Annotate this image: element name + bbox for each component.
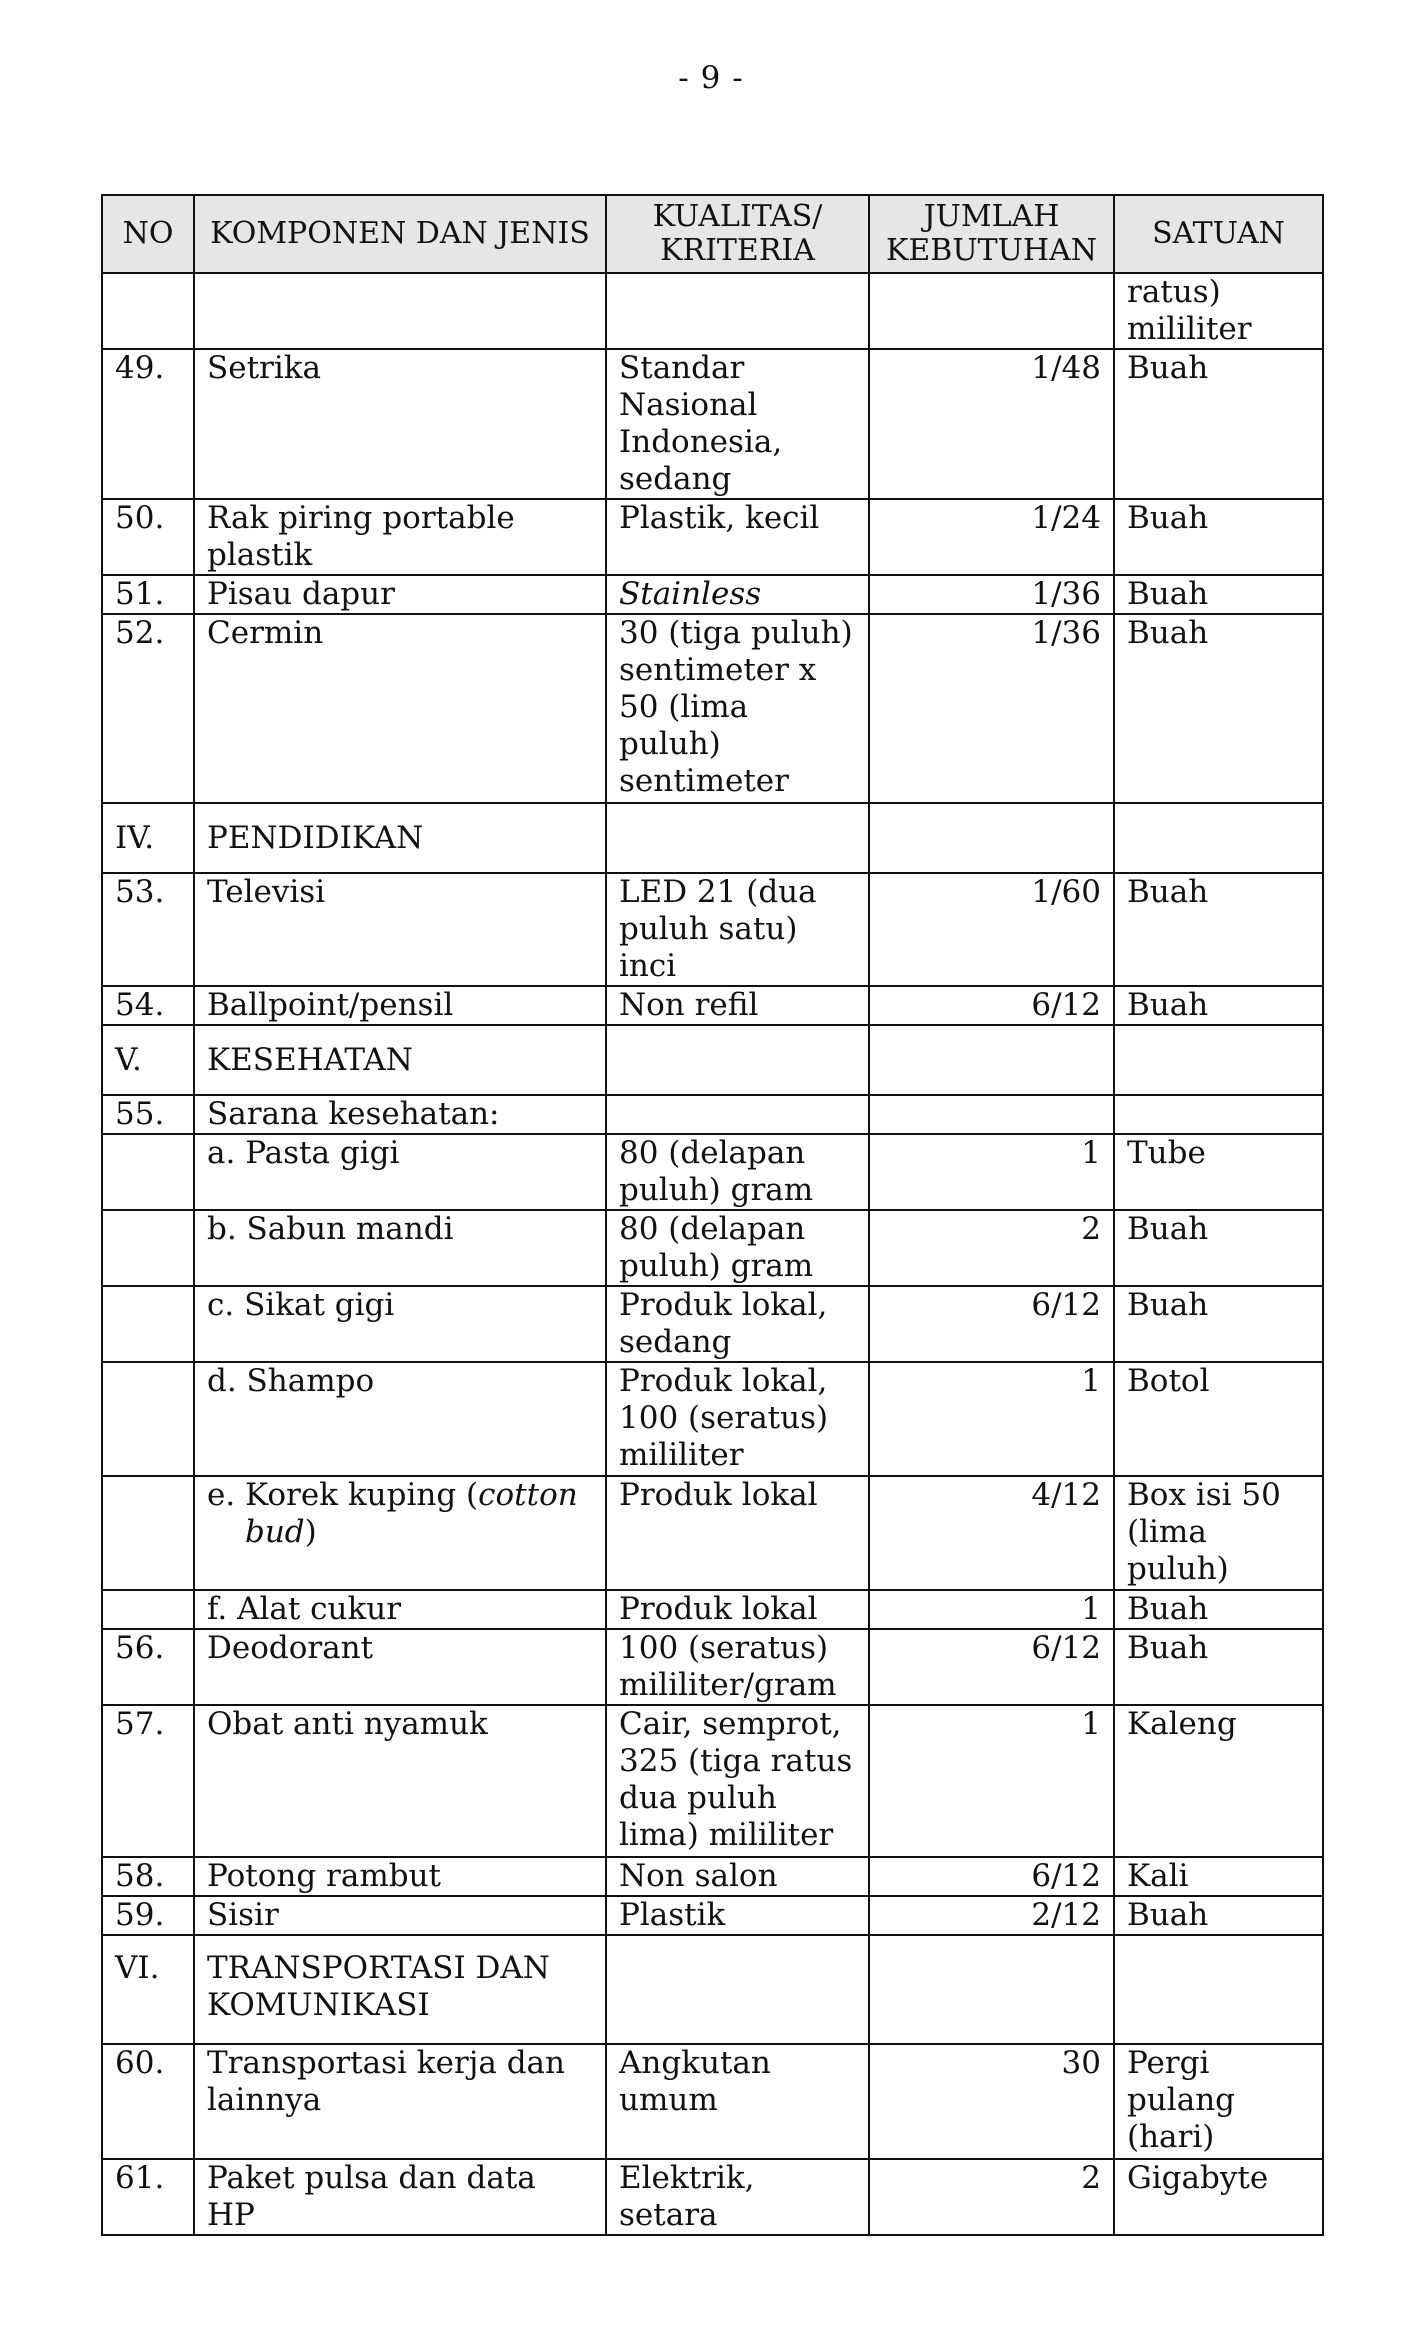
cell-jumlah (869, 1025, 1114, 1095)
cell-jumlah: 6/12 (869, 986, 1114, 1025)
cell-no: 58. (102, 1857, 194, 1896)
cell-jumlah: 6/12 (869, 1286, 1114, 1362)
cell-satuan: Buah (1114, 1629, 1323, 1705)
cell-no: 49. (102, 349, 194, 499)
cell-komponen: Rak piring portable plastik (194, 499, 606, 575)
table-header (102, 195, 1323, 273)
cell-satuan: Buah (1114, 1590, 1323, 1629)
table-row (102, 1134, 1323, 1210)
cell-kualitas: 100 (seratus) mililiter/gram (606, 1629, 869, 1705)
table-row (102, 873, 1323, 986)
table-row (102, 1629, 1323, 1705)
cell-satuan: Pergi pulang (hari) (1114, 2044, 1323, 2159)
cell-no: IV. (102, 803, 194, 873)
cell-kualitas: Elektrik, setara (606, 2159, 869, 2235)
cell-jumlah: 30 (869, 2044, 1114, 2159)
cell-jumlah (869, 1935, 1114, 2044)
cell-satuan (1114, 1025, 1323, 1095)
header-jumlah-line1: JUMLAH (923, 199, 1060, 234)
cell-satuan: Buah (1114, 873, 1323, 986)
cell-kualitas: Stainless (606, 575, 869, 614)
komponen-prefix: e. Korek kuping ( (207, 1477, 479, 1513)
cell-komponen: b. Sabun mandi (194, 1210, 606, 1286)
page-number: - 9 - (678, 60, 744, 96)
komponen-text (207, 1477, 593, 1551)
cell-kualitas: Plastik (606, 1896, 869, 1935)
table-row (102, 1210, 1323, 1286)
header-satuan: SATUAN (1114, 195, 1323, 273)
table-row (102, 1705, 1323, 1857)
section-row (102, 803, 1323, 873)
cell-no: 61. (102, 2159, 194, 2235)
cell-satuan: Tube (1114, 1134, 1323, 1210)
komponen-suffix: ) (304, 1514, 317, 1550)
cell-no (102, 273, 194, 349)
cell-jumlah: 1/24 (869, 499, 1114, 575)
cell-no: VI. (102, 1935, 194, 2044)
header-jumlah (869, 195, 1114, 273)
cell-jumlah: 1 (869, 1590, 1114, 1629)
cell-komponen: Paket pulsa dan data HP (194, 2159, 606, 2235)
cell-no: 52. (102, 614, 194, 803)
cell-satuan: Box isi 50 (lima puluh) (1114, 1476, 1323, 1590)
cell-kualitas: 80 (delapan puluh) gram (606, 1134, 869, 1210)
cell-no: 51. (102, 575, 194, 614)
cell-kualitas (606, 273, 869, 349)
cell-komponen (194, 273, 606, 349)
header-jumlah-line2: KEBUTUHAN (885, 233, 1097, 268)
table-row (102, 2044, 1323, 2159)
header-no: NO (102, 195, 194, 273)
cell-kualitas: Produk lokal, sedang (606, 1286, 869, 1362)
cell-komponen: Obat anti nyamuk (194, 1705, 606, 1857)
cell-satuan: Kali (1114, 1857, 1323, 1896)
cell-komponen: Transportasi kerja dan lainnya (194, 2044, 606, 2159)
cell-kualitas: LED 21 (dua puluh satu) inci (606, 873, 869, 986)
cell-kualitas (606, 1095, 869, 1134)
cell-satuan: Buah (1114, 349, 1323, 499)
cell-no: 50. (102, 499, 194, 575)
cell-satuan: Gigabyte (1114, 2159, 1323, 2235)
cell-kualitas: Plastik, kecil (606, 499, 869, 575)
table-row (102, 1476, 1323, 1590)
cell-satuan (1114, 803, 1323, 873)
cell-no (102, 1210, 194, 1286)
table-row (102, 575, 1323, 614)
cell-jumlah: 2/12 (869, 1896, 1114, 1935)
cell-no: 57. (102, 1705, 194, 1857)
cell-no: 59. (102, 1896, 194, 1935)
cell-satuan: Buah (1114, 986, 1323, 1025)
cell-satuan: Buah (1114, 614, 1323, 803)
cell-komponen: f. Alat cukur (194, 1590, 606, 1629)
header-kualitas-line1: KUALITAS/ (652, 199, 823, 234)
cell-komponen: Deodorant (194, 1629, 606, 1705)
cell-kualitas: Non salon (606, 1857, 869, 1896)
table-row (102, 614, 1323, 803)
cell-no (102, 1362, 194, 1476)
cell-komponen: Ballpoint/pensil (194, 986, 606, 1025)
cell-jumlah: 1/48 (869, 349, 1114, 499)
table-row (102, 349, 1323, 499)
cell-jumlah: 6/12 (869, 1857, 1114, 1896)
table-row (102, 986, 1323, 1025)
table-row (102, 1095, 1323, 1134)
table-row (102, 1896, 1323, 1935)
cell-kualitas: Non refil (606, 986, 869, 1025)
cell-jumlah (869, 1095, 1114, 1134)
cell-komponen: PENDIDIKAN (194, 803, 606, 873)
cell-komponen: KESEHATAN (194, 1025, 606, 1095)
cell-jumlah: 1/36 (869, 575, 1114, 614)
cell-komponen: TRANSPORTASI DAN KOMUNIKASI (194, 1935, 606, 2044)
cell-komponen: Sisir (194, 1896, 606, 1935)
cell-jumlah: 2 (869, 1210, 1114, 1286)
cell-komponen (194, 1476, 606, 1590)
cell-komponen: d. Shampo (194, 1362, 606, 1476)
cell-jumlah: 6/12 (869, 1629, 1114, 1705)
table-row (102, 1857, 1323, 1896)
cell-no: V. (102, 1025, 194, 1095)
cell-satuan: ratus) mililiter (1114, 273, 1323, 349)
needs-table (101, 194, 1324, 2236)
cell-jumlah: 4/12 (869, 1476, 1114, 1590)
cell-satuan (1114, 1095, 1323, 1134)
cell-no (102, 1476, 194, 1590)
table-row (102, 2159, 1323, 2235)
header-kualitas (606, 195, 869, 273)
header-komponen: KOMPONEN DAN JENIS (194, 195, 606, 273)
cell-komponen: c. Sikat gigi (194, 1286, 606, 1362)
cell-kualitas: 80 (delapan puluh) gram (606, 1210, 869, 1286)
cell-kualitas (606, 803, 869, 873)
cell-jumlah: 1/36 (869, 614, 1114, 803)
cell-kualitas (606, 1025, 869, 1095)
cell-jumlah: 2 (869, 2159, 1114, 2235)
cell-kualitas: Angkutan umum (606, 2044, 869, 2159)
table-row (102, 1286, 1323, 1362)
cell-komponen: Pisau dapur (194, 575, 606, 614)
cell-kualitas: Cair, semprot, 325 (tiga ratus dua puluh lima) mililiter (606, 1705, 869, 1857)
cell-satuan: Buah (1114, 575, 1323, 614)
table-row (102, 1590, 1323, 1629)
cell-komponen: Sarana kesehatan: (194, 1095, 606, 1134)
cell-jumlah (869, 273, 1114, 349)
cell-satuan: Buah (1114, 1210, 1323, 1286)
cell-satuan: Kaleng (1114, 1705, 1323, 1857)
cell-komponen: Potong rambut (194, 1857, 606, 1896)
cell-kualitas: 30 (tiga puluh) sentimeter x 50 (lima puluh) sentimeter (606, 614, 869, 803)
table-row (102, 499, 1323, 575)
cell-komponen: a. Pasta gigi (194, 1134, 606, 1210)
cell-jumlah: 1/60 (869, 873, 1114, 986)
cell-satuan: Buah (1114, 499, 1323, 575)
cell-jumlah (869, 803, 1114, 873)
table-row (102, 273, 1323, 349)
cell-jumlah: 1 (869, 1134, 1114, 1210)
cell-komponen: Setrika (194, 349, 606, 499)
cell-kualitas: Produk lokal, 100 (seratus) mililiter (606, 1362, 869, 1476)
cell-kualitas: Produk lokal (606, 1476, 869, 1590)
cell-no: 60. (102, 2044, 194, 2159)
cell-kualitas (606, 1935, 869, 2044)
cell-no (102, 1134, 194, 1210)
cell-no: 55. (102, 1095, 194, 1134)
cell-satuan: Botol (1114, 1362, 1323, 1476)
cell-no: 53. (102, 873, 194, 986)
cell-no (102, 1590, 194, 1629)
section-row (102, 1935, 1323, 2044)
komponen-italic: cotton bud (245, 1477, 578, 1550)
cell-no: 56. (102, 1629, 194, 1705)
cell-satuan: Buah (1114, 1286, 1323, 1362)
cell-jumlah: 1 (869, 1705, 1114, 1857)
cell-no: 54. (102, 986, 194, 1025)
cell-satuan (1114, 1935, 1323, 2044)
cell-komponen: Cermin (194, 614, 606, 803)
cell-no (102, 1286, 194, 1362)
section-row (102, 1025, 1323, 1095)
cell-jumlah: 1 (869, 1362, 1114, 1476)
cell-kualitas: Produk lokal (606, 1590, 869, 1629)
table-row (102, 1362, 1323, 1476)
cell-satuan: Buah (1114, 1896, 1323, 1935)
header-kualitas-line2: KRITERIA (660, 233, 815, 268)
cell-komponen: Televisi (194, 873, 606, 986)
cell-kualitas: Standar Nasional Indonesia, sedang (606, 349, 869, 499)
